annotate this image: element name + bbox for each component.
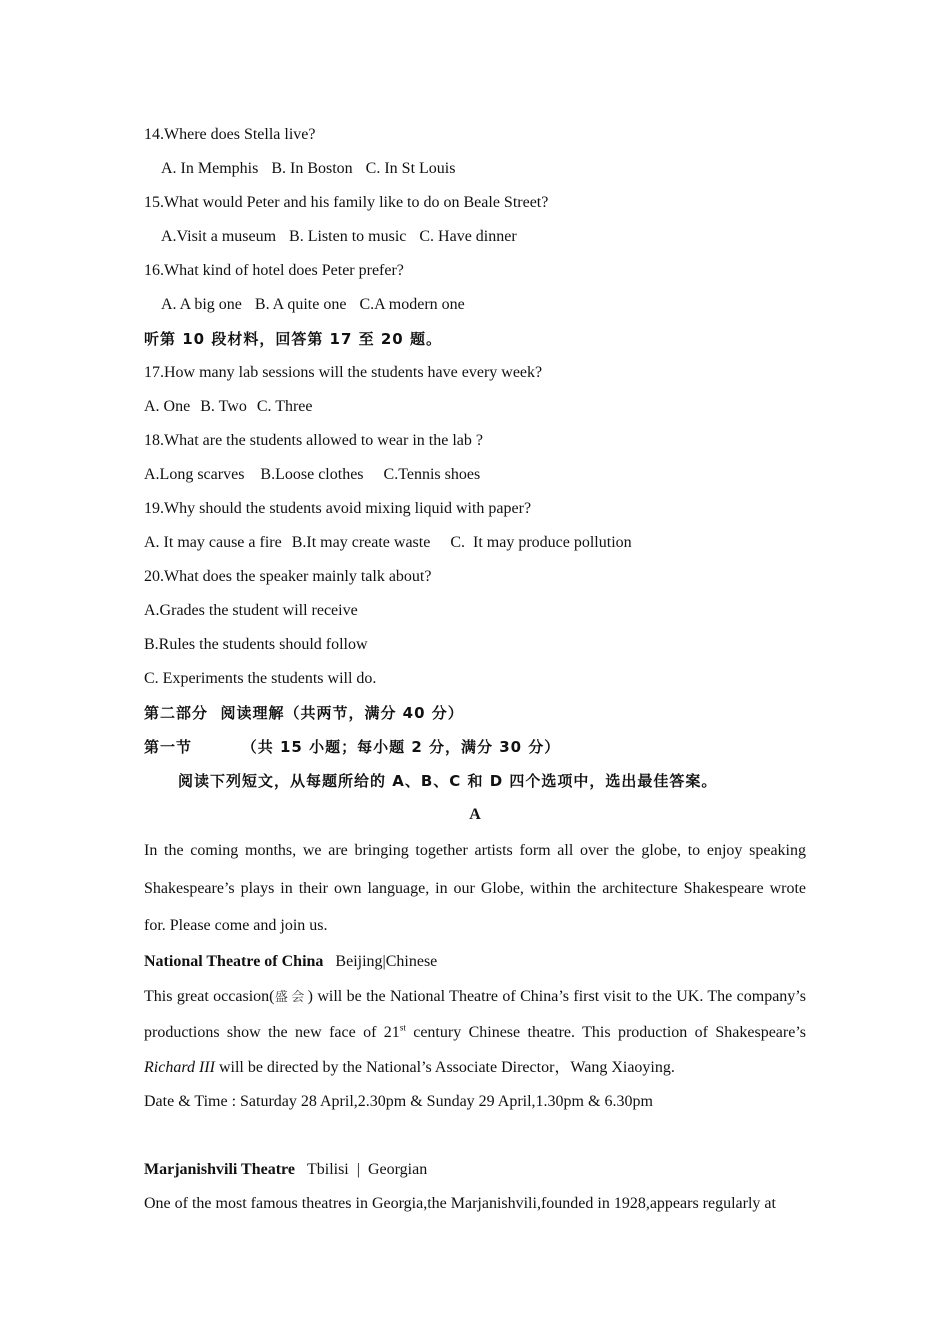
option-b: B.Loose clothes <box>260 466 364 483</box>
question-20-option-b: B.Rules the students should follow <box>144 636 368 653</box>
part-2-heading: 第二部分 阅读理解（共两节，满分 40 分） <box>144 704 464 722</box>
theatre-2-name: Marjanishvili Theatre <box>144 1160 295 1178</box>
gloss-note: 盛会 <box>274 989 308 1005</box>
option-c: C.A modern one <box>359 296 465 313</box>
document-page <box>144 118 806 1221</box>
passage-label: A <box>469 806 481 823</box>
section-10-heading: 听第 10 段材料，回答第 17 至 20 题。 <box>144 330 442 348</box>
reading-instructions: 阅读下列短文，从每题所给的 A、B、C 和 D 四个选项中，选出最佳答案。 <box>178 772 718 790</box>
option-a: A. In Memphis <box>161 160 259 177</box>
option-b: B. Two <box>200 398 247 415</box>
question-17: 17.How many lab sessions will the students have every week? <box>144 364 543 381</box>
question-18-options <box>144 458 806 492</box>
option-a: A. It may cause a fire <box>144 534 282 551</box>
question-20: 20.What does the speaker mainly talk about? <box>144 568 432 585</box>
play-title: Richard III <box>144 1058 215 1076</box>
option-a: A. One <box>144 398 191 415</box>
question-20-option-a: A.Grades the student will receive <box>144 602 358 619</box>
question-16: 16.What kind of hotel does Peter prefer? <box>144 262 404 279</box>
option-b: B. A quite one <box>254 296 347 313</box>
option-c: C. It may produce pollution <box>450 534 632 551</box>
theatre-1-name: National Theatre of China <box>144 952 324 970</box>
text-segment: will be directed by the National’s Associate Director，Wang Xiaoying. <box>214 1058 675 1076</box>
option-a: A.Long scarves <box>144 466 245 483</box>
option-a: A.Visit a museum <box>161 228 277 245</box>
option-b: B. Listen to music <box>289 228 407 245</box>
question-19: 19.Why should the students avoid mixing liquid with paper? <box>144 500 532 517</box>
text-segment: century Chinese theatre. This production of Shakespeare’s <box>405 1023 807 1041</box>
question-17-options <box>144 390 806 424</box>
theatre-1-location: Beijing|Chinese <box>335 952 438 970</box>
text-segment: This great occasion( <box>144 987 275 1005</box>
theatre-2-header <box>144 1153 806 1187</box>
section-1-heading: 第一节 （共 15 小题；每小题 2 分，满分 30 分） <box>144 738 561 756</box>
theatre-1-datetime: Date & Time : Saturday 28 April,2.30pm & Sunday 29 April,1.30pm & 6.30pm <box>144 1092 653 1110</box>
option-b: B.It may create waste <box>291 534 431 551</box>
question-15-options <box>144 220 806 254</box>
option-c: C.Tennis shoes <box>383 466 481 483</box>
text-segment: ) will be the National Theatre of China’s first visit to the UK. The company’s productions show the new face of 21 <box>144 987 806 1041</box>
option-b: B. In Boston <box>271 160 353 177</box>
option-c: C. Have dinner <box>419 228 517 245</box>
option-c: C. Three <box>256 398 313 415</box>
theatre-2-location: Tbilisi | Georgian <box>306 1160 428 1178</box>
question-16-options <box>144 288 806 322</box>
question-18: 18.What are the students allowed to wear in the lab ? <box>144 432 483 449</box>
ordinal-suffix: st <box>399 1022 406 1033</box>
option-a: A. A big one <box>161 296 242 313</box>
question-14-options <box>144 152 806 186</box>
passage-intro: In the coming months, we are bringing together artists form all over the globe, to enjoy speaking Shakespeare’s plays in their own language, in our Globe, within the architecture Shakespeare wrote for. Please come and join us. <box>144 842 806 934</box>
option-c: C. In St Louis <box>365 160 456 177</box>
question-15: 15.What would Peter and his family like to do on Beale Street? <box>144 194 549 211</box>
blank-line <box>144 1119 806 1153</box>
theatre-2-description: One of the most famous theatres in Georgia,the Marjanishvili,founded in 1928,appears regularly at <box>144 1194 776 1212</box>
question-14: 14.Where does Stella live? <box>144 126 316 143</box>
question-20-option-c: C. Experiments the students will do. <box>144 670 377 687</box>
theatre-1-header <box>144 945 806 979</box>
question-19-options <box>144 526 806 560</box>
theatre-1-description <box>144 979 806 1085</box>
